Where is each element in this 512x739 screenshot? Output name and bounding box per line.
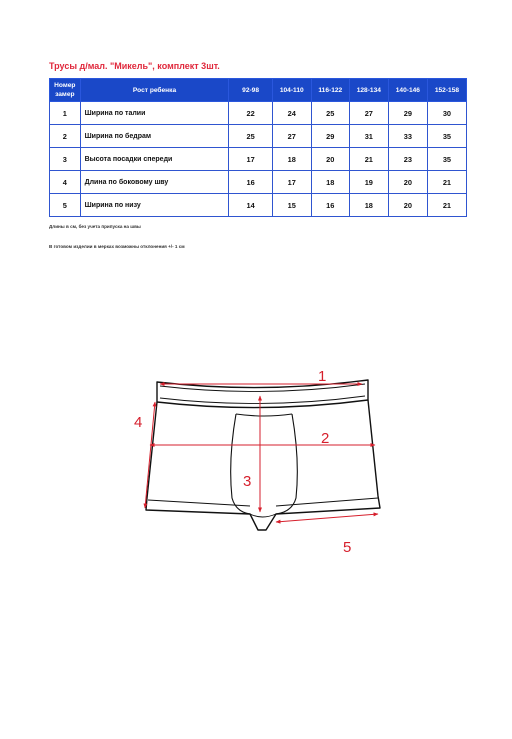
cell-value: 29	[311, 125, 349, 148]
cell-value: 21	[427, 194, 466, 217]
row-num: 3	[50, 148, 81, 171]
cell-value: 33	[388, 125, 427, 148]
cell-value: 29	[388, 102, 427, 125]
header-size: 140-146	[388, 79, 427, 102]
document-title: Трусы д/мал. "Микель", комплект 3шт.	[49, 61, 220, 71]
row-num: 4	[50, 171, 81, 194]
cell-value: 35	[427, 125, 466, 148]
cell-value: 19	[349, 171, 388, 194]
header-size: 92-98	[229, 79, 272, 102]
cell-value: 22	[229, 102, 272, 125]
row-num: 5	[50, 194, 81, 217]
cell-value: 27	[272, 125, 311, 148]
cell-value: 17	[272, 171, 311, 194]
row-param: Ширина по низу	[80, 194, 229, 217]
cell-value: 14	[229, 194, 272, 217]
row-param: Ширина по бедрам	[80, 125, 229, 148]
header-size: 104-110	[272, 79, 311, 102]
cell-value: 23	[388, 148, 427, 171]
measure-label-4: 4	[134, 414, 143, 431]
cell-value: 17	[229, 148, 272, 171]
measure-label-3: 3	[243, 473, 252, 490]
header-num: Номер замер	[50, 79, 81, 102]
header-size: 128-134	[349, 79, 388, 102]
note-tolerance: В готовом изделии в мерках возможны отклонения +/- 1 см	[49, 244, 185, 249]
row-param: Ширина по талии	[80, 102, 229, 125]
cell-value: 20	[311, 148, 349, 171]
note-units: Длины в см, без учета припуска на швы	[49, 224, 141, 229]
cell-value: 21	[349, 148, 388, 171]
garment-outline	[146, 380, 380, 530]
measure-label-2: 2	[321, 430, 330, 447]
cell-value: 24	[272, 102, 311, 125]
cell-value: 15	[272, 194, 311, 217]
cell-value: 35	[427, 148, 466, 171]
cell-value: 30	[427, 102, 466, 125]
cell-value: 31	[349, 125, 388, 148]
cell-value: 20	[388, 194, 427, 217]
cell-value: 25	[229, 125, 272, 148]
row-num: 1	[50, 102, 81, 125]
row-param: Высота посадки спереди	[80, 148, 229, 171]
measure-label-1: 1	[318, 368, 327, 385]
measure-line-5	[276, 514, 378, 522]
cell-value: 18	[311, 171, 349, 194]
measure-label-5: 5	[343, 539, 352, 556]
cell-value: 18	[272, 148, 311, 171]
cell-value: 18	[349, 194, 388, 217]
cell-value: 25	[311, 102, 349, 125]
row-num: 2	[50, 125, 81, 148]
header-size: 152-158	[427, 79, 466, 102]
row-param: Длина по боковому шву	[80, 171, 229, 194]
header-param: Рост ребенка	[80, 79, 229, 102]
cell-value: 20	[388, 171, 427, 194]
header-size: 116-122	[311, 79, 349, 102]
cell-value: 21	[427, 171, 466, 194]
cell-value: 16	[311, 194, 349, 217]
cell-value: 27	[349, 102, 388, 125]
measure-line-4	[145, 402, 155, 508]
cell-value: 16	[229, 171, 272, 194]
